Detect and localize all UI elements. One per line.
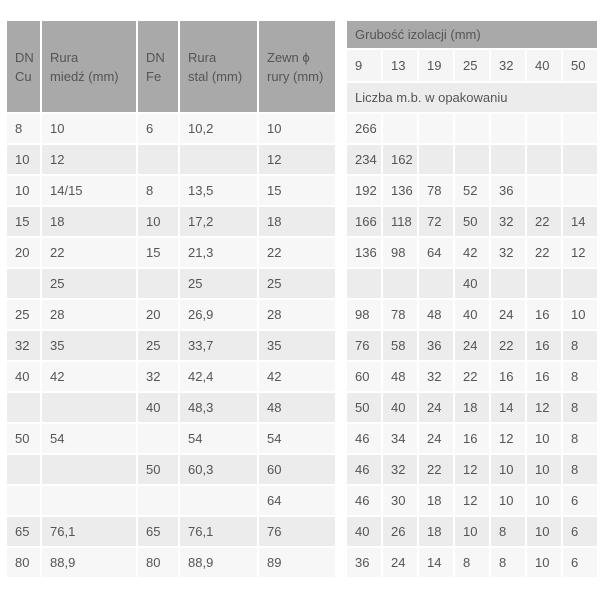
cell-gr-25: 50 [455,207,489,236]
cell-dn-fe: 32 [138,362,178,391]
cell-zewn-fi: 12 [259,145,335,174]
cell-rura-stal: 13,5 [180,176,257,205]
cell-gr-32: 36 [491,176,525,205]
block-gap [337,486,345,515]
col-header-line: stal (mm) [188,68,243,84]
cell-gr-25: 12 [455,455,489,484]
cell-dn-fe [138,269,178,298]
col-header-line: Rura [188,49,217,65]
table-row [7,424,597,453]
size-header-25: 25 [455,50,489,81]
cell-gr-32: 8 [491,517,525,546]
cell-rura-miedz: 42 [42,362,136,391]
col-header-line: Cu [15,68,32,84]
cell-rura-miedz: 35 [42,331,136,360]
cell-gr-9: 40 [347,517,381,546]
cell-gr-50: 12 [563,238,597,267]
cell-gr-50: 6 [563,486,597,515]
cell-gr-32: 16 [491,362,525,391]
cell-zewn-fi: 42 [259,362,335,391]
cell-gr-25: 8 [455,548,489,577]
table-row [7,207,597,236]
table-row [7,393,597,422]
cell-dn-fe: 6 [138,114,178,143]
cell-gr-13: 30 [383,486,417,515]
cell-gr-9: 136 [347,238,381,267]
cell-dn-fe: 8 [138,176,178,205]
cell-rura-stal: 21,3 [180,238,257,267]
insulation-title: Grubość izolacji (mm) [347,21,597,48]
col-header-rura-miedz [42,21,136,112]
cell-gr-25: 24 [455,331,489,360]
size-header-9: 9 [347,50,381,81]
cell-rura-stal: 10,2 [180,114,257,143]
cell-dn-fe [138,486,178,515]
cell-gr-25: 40 [455,300,489,329]
cell-dn-cu: 15 [7,207,40,236]
cell-gr-40: 10 [527,548,561,577]
cell-rura-miedz: 88,9 [42,548,136,577]
block-gap [337,362,345,391]
cell-zewn-fi: 54 [259,424,335,453]
cell-gr-40: 10 [527,517,561,546]
cell-gr-50: 6 [563,548,597,577]
cell-gr-40: 16 [527,362,561,391]
insulation-thickness-table [5,19,599,579]
cell-gr-13: 58 [383,331,417,360]
cell-gr-50 [563,269,597,298]
table-row [7,269,597,298]
cell-gr-40: 22 [527,238,561,267]
cell-gr-13 [383,114,417,143]
cell-rura-miedz: 14/15 [42,176,136,205]
cell-gr-40: 10 [527,455,561,484]
cell-dn-cu: 25 [7,300,40,329]
col-header-line: DN [15,49,34,65]
cell-gr-9: 36 [347,548,381,577]
col-header-dn-cu [7,21,40,112]
cell-zewn-fi: 18 [259,207,335,236]
cell-dn-fe: 50 [138,455,178,484]
cell-gr-13: 40 [383,393,417,422]
table-row [7,548,597,577]
table-row [7,331,597,360]
cell-gr-50 [563,145,597,174]
block-gap [337,548,345,577]
block-gap [337,21,345,112]
cell-gr-25: 40 [455,269,489,298]
cell-gr-9: 50 [347,393,381,422]
cell-rura-stal: 26,9 [180,300,257,329]
cell-gr-13: 32 [383,455,417,484]
cell-gr-13: 162 [383,145,417,174]
cell-rura-stal [180,145,257,174]
cell-gr-19: 18 [419,486,453,515]
table-row [7,300,597,329]
cell-gr-19: 72 [419,207,453,236]
cell-gr-13 [383,269,417,298]
cell-gr-9: 60 [347,362,381,391]
col-header-line: DN [146,49,165,65]
cell-zewn-fi: 35 [259,331,335,360]
cell-gr-13: 78 [383,300,417,329]
cell-zewn-fi: 28 [259,300,335,329]
col-header-line: Fe [146,68,162,84]
cell-gr-9: 234 [347,145,381,174]
cell-rura-stal: 48,3 [180,393,257,422]
cell-zewn-fi: 10 [259,114,335,143]
cell-gr-19: 18 [419,517,453,546]
cell-rura-miedz: 18 [42,207,136,236]
col-header-line: miedź (mm) [50,68,119,84]
cell-gr-9: 46 [347,424,381,453]
block-gap [337,114,345,143]
cell-gr-19 [419,269,453,298]
cell-dn-cu: 32 [7,331,40,360]
cell-dn-cu: 65 [7,517,40,546]
cell-gr-50: 8 [563,455,597,484]
cell-gr-25 [455,145,489,174]
cell-zewn-fi: 15 [259,176,335,205]
cell-dn-cu [7,486,40,515]
cell-gr-19: 22 [419,455,453,484]
cell-gr-32: 24 [491,300,525,329]
cell-gr-32: 10 [491,455,525,484]
cell-rura-stal [180,486,257,515]
cell-dn-cu [7,455,40,484]
cell-gr-40 [527,176,561,205]
cell-gr-13: 98 [383,238,417,267]
cell-rura-miedz [42,455,136,484]
block-gap [337,331,345,360]
cell-gr-9: 46 [347,486,381,515]
cell-gr-19: 48 [419,300,453,329]
cell-rura-miedz: 76,1 [42,517,136,546]
cell-gr-32: 22 [491,331,525,360]
size-header-40: 40 [527,50,561,81]
cell-gr-50: 8 [563,331,597,360]
cell-rura-stal: 88,9 [180,548,257,577]
cell-rura-miedz: 10 [42,114,136,143]
cell-dn-cu: 8 [7,114,40,143]
cell-gr-50: 14 [563,207,597,236]
cell-gr-25: 12 [455,486,489,515]
cell-zewn-fi: 22 [259,238,335,267]
col-header-line: rury (mm) [267,68,324,84]
block-gap [337,517,345,546]
cell-gr-50: 6 [563,517,597,546]
col-header-line: Zewn ϕ [267,49,310,65]
cell-gr-50 [563,114,597,143]
cell-gr-50: 8 [563,362,597,391]
cell-rura-miedz: 22 [42,238,136,267]
cell-gr-40 [527,145,561,174]
cell-dn-cu: 10 [7,145,40,174]
cell-dn-fe: 80 [138,548,178,577]
cell-dn-fe: 20 [138,300,178,329]
cell-gr-40: 12 [527,393,561,422]
cell-rura-stal: 54 [180,424,257,453]
cell-dn-cu: 80 [7,548,40,577]
cell-gr-50: 8 [563,424,597,453]
cell-dn-fe: 40 [138,393,178,422]
cell-gr-25: 52 [455,176,489,205]
block-gap [337,455,345,484]
cell-gr-13: 118 [383,207,417,236]
block-gap [337,145,345,174]
cell-gr-19: 78 [419,176,453,205]
cell-gr-9: 166 [347,207,381,236]
table-row [7,238,597,267]
cell-zewn-fi: 64 [259,486,335,515]
cell-gr-25: 22 [455,362,489,391]
cell-gr-32 [491,114,525,143]
cell-gr-50 [563,176,597,205]
table-row [7,145,597,174]
cell-dn-fe: 25 [138,331,178,360]
cell-gr-19: 24 [419,424,453,453]
cell-gr-40: 16 [527,331,561,360]
block-gap [337,269,345,298]
cell-dn-cu [7,393,40,422]
cell-rura-stal: 60,3 [180,455,257,484]
cell-gr-32: 12 [491,424,525,453]
cell-rura-stal: 17,2 [180,207,257,236]
cell-gr-13: 136 [383,176,417,205]
block-gap [337,176,345,205]
col-header-zewn-fi [259,21,335,112]
cell-gr-19: 24 [419,393,453,422]
cell-zewn-fi: 25 [259,269,335,298]
cell-dn-fe: 10 [138,207,178,236]
block-gap [337,424,345,453]
cell-zewn-fi: 76 [259,517,335,546]
table-row [7,486,597,515]
cell-gr-9: 46 [347,455,381,484]
cell-zewn-fi: 60 [259,455,335,484]
cell-rura-miedz: 54 [42,424,136,453]
table-row [7,517,597,546]
cell-gr-32 [491,269,525,298]
cell-gr-40 [527,114,561,143]
block-gap [337,393,345,422]
cell-gr-25 [455,114,489,143]
cell-dn-cu: 40 [7,362,40,391]
cell-gr-9: 192 [347,176,381,205]
cell-dn-cu: 10 [7,176,40,205]
block-gap [337,238,345,267]
cell-rura-stal: 76,1 [180,517,257,546]
cell-rura-miedz: 12 [42,145,136,174]
cell-gr-19 [419,145,453,174]
size-header-13: 13 [383,50,417,81]
cell-gr-19: 32 [419,362,453,391]
table-row [7,362,597,391]
cell-dn-cu [7,269,40,298]
cell-dn-fe [138,145,178,174]
block-gap [337,300,345,329]
table-row [7,114,597,143]
size-header-50: 50 [563,50,597,81]
cell-gr-13: 48 [383,362,417,391]
cell-gr-25: 10 [455,517,489,546]
col-header-dn-fe [138,21,178,112]
cell-gr-32: 14 [491,393,525,422]
cell-gr-9: 98 [347,300,381,329]
cell-dn-cu: 50 [7,424,40,453]
cell-gr-40 [527,269,561,298]
cell-gr-25: 18 [455,393,489,422]
cell-rura-stal: 25 [180,269,257,298]
cell-gr-32: 32 [491,238,525,267]
cell-rura-stal: 42,4 [180,362,257,391]
cell-gr-19: 64 [419,238,453,267]
cell-rura-miedz: 28 [42,300,136,329]
cell-gr-19: 36 [419,331,453,360]
cell-gr-32: 10 [491,486,525,515]
cell-gr-40: 10 [527,424,561,453]
col-header-line: Rura [50,49,79,65]
size-header-19: 19 [419,50,453,81]
package-label: Liczba m.b. w opakowaniu [347,83,597,112]
cell-gr-13: 26 [383,517,417,546]
cell-gr-9 [347,269,381,298]
cell-dn-cu: 20 [7,238,40,267]
cell-gr-9: 76 [347,331,381,360]
cell-zewn-fi: 89 [259,548,335,577]
size-header-32: 32 [491,50,525,81]
cell-gr-32: 32 [491,207,525,236]
block-gap [337,207,345,236]
cell-gr-50: 10 [563,300,597,329]
table-row [7,455,597,484]
cell-gr-19: 14 [419,548,453,577]
cell-gr-50: 8 [563,393,597,422]
cell-dn-fe [138,424,178,453]
cell-dn-fe: 15 [138,238,178,267]
cell-rura-stal: 33,7 [180,331,257,360]
cell-rura-miedz [42,393,136,422]
cell-gr-40: 10 [527,486,561,515]
cell-gr-40: 16 [527,300,561,329]
cell-dn-fe: 65 [138,517,178,546]
cell-gr-32 [491,145,525,174]
cell-rura-miedz [42,486,136,515]
cell-gr-40: 22 [527,207,561,236]
table-body [7,114,597,577]
table-row [7,176,597,205]
cell-zewn-fi: 48 [259,393,335,422]
cell-gr-32: 8 [491,548,525,577]
cell-gr-13: 34 [383,424,417,453]
cell-gr-19 [419,114,453,143]
cell-rura-miedz: 25 [42,269,136,298]
table-header [7,21,597,112]
col-header-rura-stal [180,21,257,112]
cell-gr-25: 16 [455,424,489,453]
cell-gr-9: 266 [347,114,381,143]
cell-gr-13: 24 [383,548,417,577]
cell-gr-25: 42 [455,238,489,267]
